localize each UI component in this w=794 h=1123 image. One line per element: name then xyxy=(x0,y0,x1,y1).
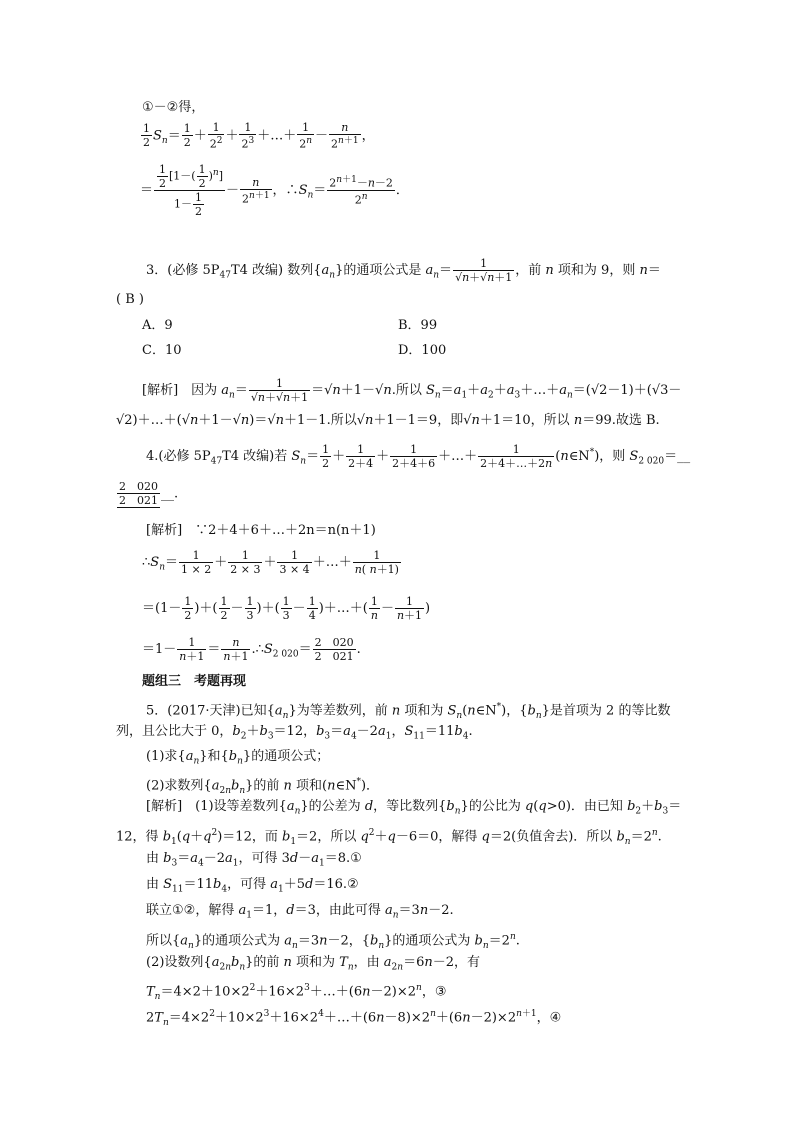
q5-stem-line1: 5．(2017·天津)已知$\{a_n\}$为等差数列，前 n 项和为 $S_n(n\in N^*)$，$\{b_n\}$是首项为 2 的等比数 xyxy=(146,702,671,721)
q5-solution-line5: 联立①②，解得 $a_1=1$，d＝3，由此可得 $a_n=3n-2$. xyxy=(146,903,454,921)
half-sn-equation: $\frac{1}{2}$ $S_n=$ $\frac{1}{2}$ ＋ $\frac{1}{2^2}$ ＋ $\frac{1}{2^3}$ ＋…＋ $\frac{1}{2^n}$ － $\frac{n}{2^{n+1}}$ ， xyxy=(143,121,375,151)
q4-line-c: ＝1－ $\frac{1}{n+1}$ ＝ $\frac{n}{n+1}$ $.\therefore S_{2 020}=$ $\frac{2 020}{2 021}$ . xyxy=(142,636,361,663)
q5-part2: (2)求数列$\{a_{2n}b_n\}$的前 n 项和(n∈N*)． xyxy=(146,777,380,796)
q4-analysis-head: [解析] ∵2＋4＋6＋…＋2n＝n(n＋1) xyxy=(146,523,376,538)
q5-solution-line8: $T_n=4\times 2+10\times 2^2+16\times 2^3+\dots+(6n-2)\times 2^n$，③ xyxy=(146,983,447,1002)
q3-option-c: C．10 xyxy=(142,343,182,358)
subtract-step: ①－②得， xyxy=(142,100,205,115)
section-title: 题组三 考题再现 xyxy=(142,674,247,689)
q3-stem: 3．(必修 $5P_{47}T4$ 改编) 数列$\{a_n\}$的通项公式是 $a_n=$ $\frac{1}{√n+√n+1}$ ，前 n 项和为 9，则 n＝ xyxy=(146,257,661,284)
closed-form-equation: ＝ $\frac{1}{2}$ [1－( $\frac{1}{2}$ )$^n$] 1－ $\frac{1}{2}$ － $\frac{n}{2^{n+1}}$ ，$\therefore S_n=$ $\frac{2^{n+1}-n-2}{2^n}$ ． xyxy=(140,163,409,218)
q3-option-d: D．100 xyxy=(398,343,447,358)
q5-solution-line9: $2T_n=4\times 2^2+10\times 2^3+16\times 2^4+\dots+(6n-8)\times 2^n+(6n-2)\times 2^{n+1}$，④ xyxy=(146,1009,562,1028)
q5-solution-line7: (2)设数列$\{a_{2n}b_n\}$的前 n 项和为 $T_n$，由 $a_{2n}=6n-2$，有 xyxy=(146,955,480,973)
q3-answer: ( B ) xyxy=(116,292,144,307)
q5-solution-line3: 由 $b_3=a_4-2a_1$，可得 $3d-a_1=8.①$ xyxy=(146,851,362,869)
q5-stem-line2: 列，且公比大于 0，$b_2+b_3=12$，$b_3=a_4-2a_1$，$S_{11}=11b_4$. xyxy=(116,724,473,742)
q4-line-a: $\therefore S_n=$ $\frac{1}{1 \times 2}$ ＋ $\frac{1}{2 \times 3}$ ＋ $\frac{1}{3 \times 4}$ ＋…＋ $\frac{1}{n( n+1)}$ xyxy=(142,549,399,576)
q4-stem: 4.(必修 $5P_{47}T4$ 改编)若 $S_n=$ $\frac{1}{2}$ ＋ $\frac{1}{2+4}$ ＋ $\frac{1}{2+4+6}$ ＋…＋ $\frac{1}{2+4+\dots+2n}$ (n∈N*)，则 $S_{2 020}=\_\_$ xyxy=(146,443,691,470)
q5-solution-line2: 12，得 $b_1(q+q^2)=12$，而 $b_1=2$，所以 $q^2+q-6=0$，解得 q＝2(负值舍去)．所以 $b_n=2^n$. xyxy=(116,828,662,847)
q3-analysis-line1: [解析] 因为 $a_n=$ $\frac{1}{√n+√n+1}$ ＝√n＋1－√n.所以 $S_n=a_1+a_2+a_3+\dots+a_n=(√2-1)+(√3-$ xyxy=(142,377,682,404)
q5-part1: (1)求$\{a_n\}$和$\{b_n\}$的通项公式； xyxy=(146,749,330,767)
q5-solution-line4: 由 $S_{11}=11b_4$，可得 $a_1+5d=16.②$ xyxy=(146,877,359,895)
q4-line-b: ＝(1－ $\frac{1}{2}$ )＋( $\frac{1}{2}$ － $\frac{1}{3}$ )＋( $\frac{1}{3}$ － $\frac{1}{4}$ )＋…＋( $\frac{1}{n}$ － $\frac{1}{n+1}$ ) xyxy=(142,595,431,622)
q5-solution-line1: [解析] (1)设等差数列$\{a_n\}$的公差为 d，等比数列$\{b_n\}$的公比为 q(q>0)．由已知 $b_2+b_3=$ xyxy=(146,799,682,817)
q4-answer: $\frac{2 020}{2 021}$ __. xyxy=(119,480,179,507)
q3-option-b: B．99 xyxy=(398,318,438,333)
q5-solution-line6: 所以$\{a_n\}$的通项公式为 $a_n=3n-2$，$\{b_n\}$的通项公式为 $b_n=2^n$. xyxy=(146,932,520,951)
q3-analysis-line2: √2)＋…＋(√n＋1－√n)＝√n＋1－1.所以√n＋1－1＝9，即√n＋1＝10，所以 n＝99.故选 B. xyxy=(116,413,660,428)
q3-option-a: A．9 xyxy=(142,318,173,333)
